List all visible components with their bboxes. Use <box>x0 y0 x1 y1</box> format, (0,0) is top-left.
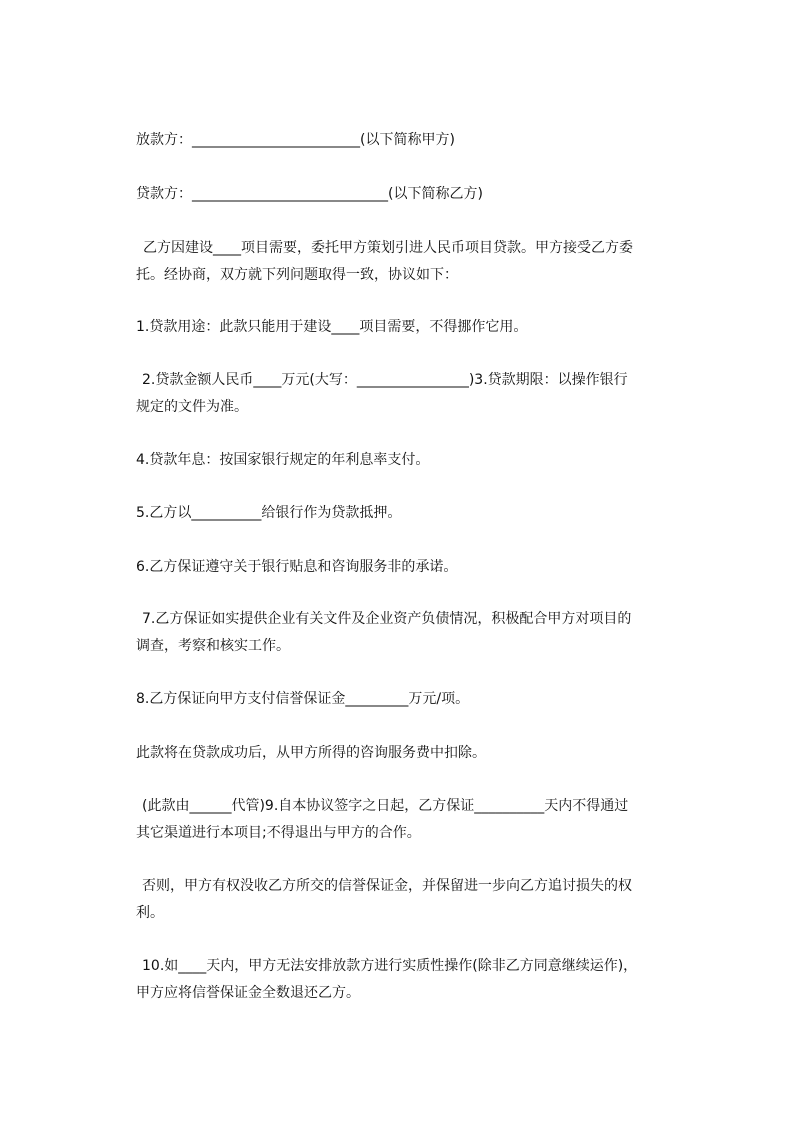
paragraph-clause-6 <box>136 554 457 581</box>
line: 其它渠道进行本项目;不得退出与甲方的合作。 <box>136 825 421 841</box>
line: 8.乙方保证向甲方支付信誉保证金_________万元/项。 <box>136 691 470 707</box>
line: 甲方应将信誉保证金全数退还乙方。 <box>136 985 360 1001</box>
line: 5.乙方以__________给银行作为贷款抵押。 <box>136 505 402 521</box>
line: (此款由______代管)9.自本协议签字之日起，乙方保证__________天内不得通过 <box>142 798 629 814</box>
line: 利。 <box>136 905 164 921</box>
paragraph-clause-8 <box>136 686 469 713</box>
line: 否则，甲方有权没收乙方所交的信誉保证金，并保留进一步向乙方追讨损失的权 <box>142 878 632 894</box>
paragraph-clause-2-3 <box>136 367 628 421</box>
line: 此款将在贷款成功后，从甲方所得的咨询服务费中扣除。 <box>136 745 486 761</box>
paragraph-forfeit <box>136 873 632 927</box>
paragraph-lender <box>136 127 455 154</box>
paragraph-borrower <box>136 181 483 208</box>
line: 调查，考察和核实工作。 <box>136 638 290 654</box>
paragraph-deduction <box>136 740 486 767</box>
line: 贷款方：____________________________(以下简称乙方) <box>136 186 483 202</box>
line: 放款方：________________________(以下简称甲方) <box>136 132 455 148</box>
paragraph-clause-10 <box>136 953 637 1007</box>
paragraph-clause-1 <box>136 314 527 341</box>
paragraph-clause-9 <box>136 793 628 847</box>
line: 规定的文件为准。 <box>136 399 248 415</box>
line: 乙方因建设____项目需要，委托甲方策划引进人民币项目贷款。甲方接受乙方委 <box>143 240 633 256</box>
line: 7.乙方保证如实提供企业有关文件及企业资产负债情况，积极配合甲方对项目的 <box>142 611 632 627</box>
line: 4.贷款年息：按国家银行规定的年利息率支付。 <box>136 452 430 468</box>
paragraph-clause-4 <box>136 447 429 474</box>
line: 1.贷款用途：此款只能用于建设____项目需要，不得挪作它用。 <box>136 319 528 335</box>
line: 6.乙方保证遵守关于银行贴息和咨询服务非的承诺。 <box>136 559 458 575</box>
line: 托。经协商，双方就下列问题取得一致，协议如下： <box>136 267 458 283</box>
paragraph-clause-5 <box>136 500 401 527</box>
paragraph-clause-7 <box>136 606 631 660</box>
line: 2.贷款金额人民币____万元(大写：________________)3.贷款期限：以操作银行 <box>142 372 628 388</box>
paragraph-intro <box>136 235 633 289</box>
line: 10.如____天内，甲方无法安排放款方进行实质性操作(除非乙方同意继续运作)， <box>142 958 638 974</box>
